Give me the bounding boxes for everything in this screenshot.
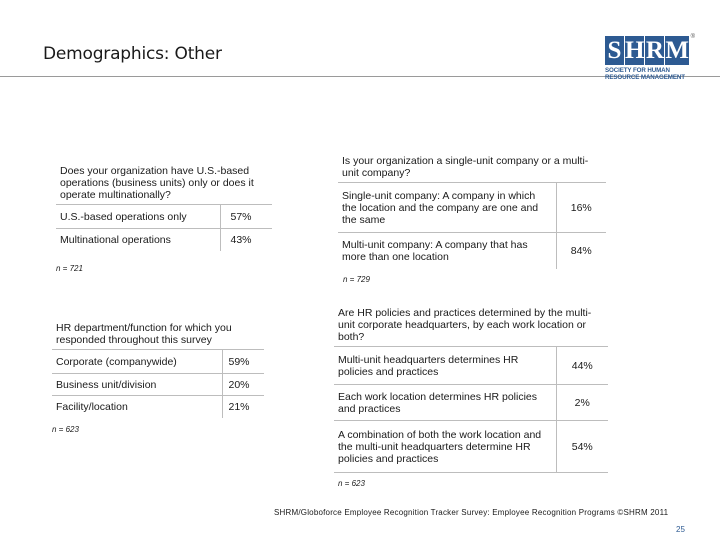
answer-value: 20%: [222, 374, 264, 396]
answer-label: Multi-unit company: A company that has more than one location: [338, 233, 556, 269]
shrm-logo: [605, 34, 695, 86]
answer-label: A combination of both the work location and the multi-unit headquarters determine HR policies and practices: [334, 421, 556, 473]
answer-value: 57%: [220, 205, 272, 229]
sample-size-note: n = 623: [338, 479, 365, 488]
page-number: 25: [676, 525, 685, 534]
single-unit-company-table: [338, 153, 606, 269]
registered-mark: ®: [690, 34, 695, 40]
answer-label: Multinational operations: [56, 229, 220, 251]
answer-value: 59%: [222, 350, 264, 374]
hr-policies-table: [334, 305, 608, 473]
us-based-operations-table: [56, 163, 272, 251]
sample-size-note: n = 721: [56, 264, 83, 273]
logo-letter: M: [665, 37, 689, 64]
answer-value: 44%: [556, 347, 608, 385]
question-text: Are HR policies and practices determined by the multi-unit corporate headquarters, by each work location or both?: [338, 307, 592, 343]
question-text: HR department/function for which you responded throughout this survey: [56, 322, 232, 346]
source-footer: SHRM/Globoforce Employee Recognition Tracker Survey: Employee Recognition Programs ©SHRM 2011: [274, 508, 669, 517]
answer-label: Facility/location: [52, 396, 222, 418]
hr-department-table: [52, 320, 264, 418]
sample-size-note: n = 729: [343, 275, 370, 284]
logo-letter-box: [605, 36, 689, 65]
answer-label: U.S.-based operations only: [56, 205, 220, 229]
sample-size-note: n = 623: [52, 425, 79, 434]
question-text: Is your organization a single-unit company or a multi-unit company?: [342, 155, 589, 179]
logo-subtitle: [605, 67, 689, 81]
answer-value: 54%: [556, 421, 608, 473]
logo-subtitle-line: SOCIETY FOR HUMAN: [605, 67, 670, 74]
answer-label: Single-unit company: A company in which the location and the company are one and the same: [338, 183, 556, 233]
answer-label: Multi-unit headquarters determines HR policies and practices: [334, 347, 556, 385]
logo-letter: R: [645, 37, 664, 64]
page-title: Demographics: Other: [43, 44, 222, 64]
answer-label: Corporate (companywide): [52, 350, 222, 374]
answer-label: Business unit/division: [52, 374, 222, 396]
logo-letter: H: [624, 37, 645, 64]
question-text: Does your organization have U.S.-based operations (business units) only or does it operate multinationally?: [60, 165, 254, 201]
answer-label: Each work location determines HR policies and practices: [334, 385, 556, 421]
logo-letter: S: [605, 36, 625, 65]
logo-subtitle-line: RESOURCE MANAGEMENT: [605, 74, 685, 81]
answer-value: 43%: [220, 229, 272, 251]
answer-value: 16%: [556, 183, 606, 233]
answer-value: 2%: [556, 385, 608, 421]
answer-value: 21%: [222, 396, 264, 418]
answer-value: 84%: [556, 233, 606, 269]
